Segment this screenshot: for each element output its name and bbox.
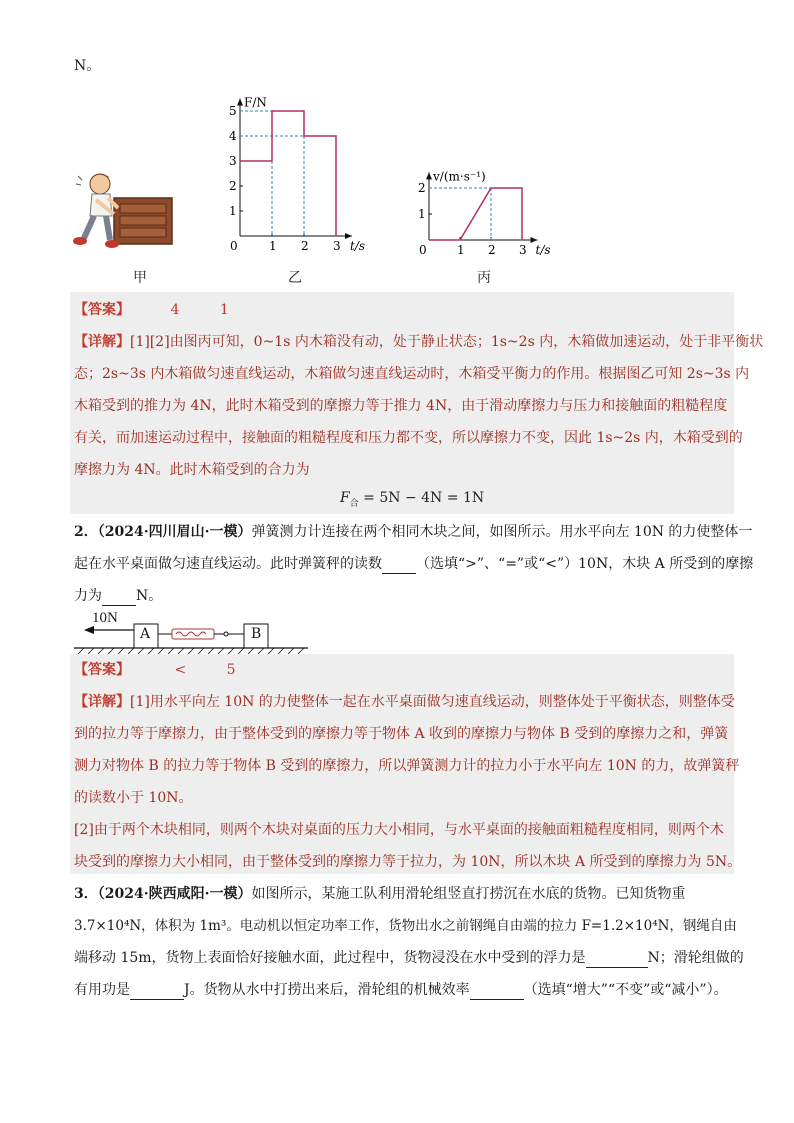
continued-text-fragment: N。: [74, 58, 101, 74]
q2-stem-line-1: 2．（2024·四川眉山·一模）弹簧测力计连接在两个相同木块之间，如图所示。用水平向左 10N 的力使整体一: [74, 524, 753, 540]
answer-label: 【答案】: [74, 662, 130, 678]
detail-label: 【详解】: [74, 694, 130, 710]
x-tick-label: 1: [457, 243, 465, 257]
q1-resultant-force-formula: $F_合 = 5N - 4N = 1N$: [340, 490, 485, 509]
q1-detail-line-2: 态；2s~3s 内木箱做匀速直线运动，木箱做匀速直线运动时，木箱受平衡力的作用。根据图乙可知 2s~3s 内: [74, 366, 750, 382]
q3-blank-3: [470, 984, 524, 1000]
answer-value-2: 1: [219, 302, 229, 318]
q2-blank-2: [102, 590, 136, 606]
q2-detail-line-6: 块受到的摩擦力大小相同，由于整体受到的摩擦力等于拉力，为 10N，所以木块 A 所受到的摩擦力为 5N。: [74, 854, 742, 870]
spring-scale-blocks-figure: [74, 620, 310, 654]
x-tick-label: 2: [301, 239, 309, 253]
question-source: （2024·四川眉山·一模）: [97, 524, 252, 540]
block-a-label: A: [140, 626, 151, 642]
y-tick-label: 1: [418, 207, 426, 221]
y-axis-arrow: [237, 99, 243, 106]
x-tick-label: 3: [333, 239, 341, 253]
q1-detail-line-4: 有关，而加速运动过程中，接触面的粗糙程度和压力都不变，所以摩擦力不变，因此 1s~2s 内，木箱受到的: [74, 430, 743, 446]
origin-label: 0: [230, 239, 238, 253]
y-axis-label: v/(m·s⁻¹): [433, 169, 486, 184]
y-tick-label: 3: [229, 154, 237, 168]
boy-pushing-box-illustration: [66, 168, 178, 252]
y-tick-label: 2: [418, 181, 426, 195]
detail-label: 【详解】: [74, 334, 130, 350]
q2-stem-line-3: 力为 N。: [74, 588, 163, 604]
q2-detail-line-1: 【详解】[1]用水平向左 10N 的力使整体一起在水平桌面做匀速直线运动，则整体处于平衡状态，则整体受: [74, 694, 735, 710]
origin-label: 0: [419, 243, 427, 257]
q1-detail-line-1: 【详解】[1][2]由图丙可知，0~1s 内木箱没有动，处于静止状态；1s~2s 内，木箱做加速运动，处于非平衡状: [74, 334, 764, 350]
data-series-line: [240, 111, 336, 236]
answer-value-1: <: [174, 662, 187, 678]
question-number: 3．: [74, 886, 98, 902]
q1-answer-row: [74, 300, 229, 320]
velocity-time-chart: [410, 122, 555, 258]
y-axis-arrow: [426, 172, 432, 179]
y-tick-label: 1: [229, 204, 237, 218]
question-source: （2024·陕西咸阳·一模）: [97, 886, 252, 902]
answer-value-2: 5: [226, 662, 236, 678]
q3-blank-1: [586, 952, 648, 968]
y-axis-label: F/N: [244, 95, 267, 110]
x-axis-label: t/s: [350, 239, 366, 253]
y-tick-label: 4: [229, 129, 237, 143]
q1-detail-line-5: 摩擦力为 4N。此时木箱受到的合力为: [74, 462, 310, 478]
q2-stem-line-2: 起在水平桌面做匀速直线运动。此时弹簧秤的读数 （选填“>”、“=”或“<”）10N，木块 A 所受到的摩擦: [74, 556, 754, 572]
force-time-chart: [222, 86, 382, 258]
q2-detail-line-5: [2]由于两个木块相同，则两个木块对桌面的压力大小相同，与水平桌面的接触面粗糙程度相同，则两个木: [74, 822, 724, 838]
q2-answer-row: [74, 660, 236, 680]
q2-detail-line-2: 到的拉力等于摩擦力，由于整体受到的摩擦力等于物体 A 收到的摩擦力与物体 B 受到的摩擦力之和，弹簧: [74, 726, 729, 742]
question-number: 2．: [74, 524, 98, 540]
block-b-label: B: [251, 626, 262, 642]
q3-stem-line-1: 3．（2024·陕西咸阳·一模）如图所示，某施工队利用滑轮组竖直打捞沉在水底的货物。已知货物重: [74, 886, 686, 902]
q2-blank-1: [382, 558, 416, 574]
q3-stem-line-4: 有用功是 J。货物从水中打捞出来后，滑轮组的机械效率 （选填“增大”“不变”或“减小”）。: [74, 982, 728, 998]
q3-stem-line-2: 3.7×10⁴N，体积为 1m³。电动机以恒定功率工作，货物出水之前钢绳自由端的拉力 F=1.2×10⁴N，钢绳自由: [74, 918, 737, 934]
y-tick-label: 5: [229, 104, 237, 118]
caption-jia: 甲: [133, 270, 147, 286]
q1-detail-line-3: 木箱受到的推力为 4N，此时木箱受到的摩擦力等于推力 4N，由于滑动摩擦力与压力和接触面的粗糙程度: [74, 398, 728, 414]
data-series-line: [429, 188, 522, 240]
q3-stem-line-3: 端移动 15m，货物上表面恰好接触水面，此过程中，货物浸没在水中受到的浮力是 N；滑轮组做的: [74, 950, 744, 966]
caption-bing: 丙: [477, 270, 491, 286]
force-label: 10N: [92, 610, 118, 626]
y-tick-label: 2: [229, 179, 237, 193]
x-tick-label: 3: [519, 243, 527, 257]
q3-blank-2: [130, 984, 184, 1000]
x-axis-label: t/s: [535, 243, 551, 257]
q2-detail-line-3: 测力对物体 B 的拉力等于物体 B 受到的摩擦力，所以弹簧测力计的拉力小于水平向左 10N 的力，故弹簧秤: [74, 758, 740, 774]
answer-value-1: 4: [170, 302, 180, 318]
answer-label: 【答案】: [74, 302, 130, 318]
caption-yi: 乙: [288, 270, 302, 286]
x-tick-label: 1: [269, 239, 277, 253]
x-tick-label: 2: [488, 243, 496, 257]
q2-detail-line-4: 的读数小于 10N。: [74, 790, 193, 806]
